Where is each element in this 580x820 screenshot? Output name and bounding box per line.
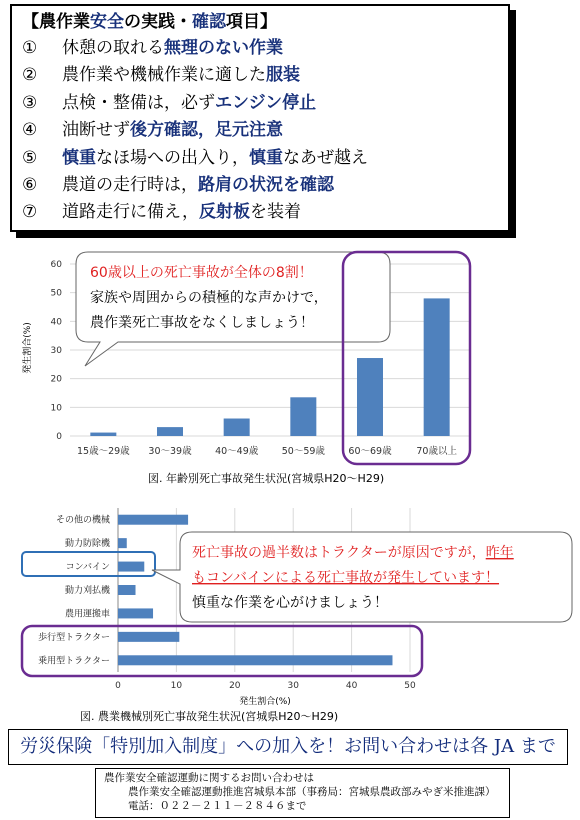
item-emphasis: 服装 (266, 65, 300, 86)
callout-line-2: 家族や周囲からの積極的な声かけで， (90, 290, 328, 306)
item-emphasis-2: 慎重 (249, 147, 283, 168)
title-suffix: 項目】 (226, 12, 277, 32)
checklist-item-5 (22, 145, 498, 172)
checklist-item-1 (22, 35, 498, 62)
x-tick-label: 60～69歳 (348, 446, 392, 457)
y-tick-label: 0 (56, 432, 62, 442)
title-highlight-check: 確認 (192, 12, 226, 32)
x-tick-label: 10 (170, 681, 183, 691)
title-prefix: 【農作業 (22, 12, 90, 32)
item-text: 休憩の取れる (62, 38, 164, 58)
x-tick-labels (77, 445, 457, 457)
callout-line-3: 慎重な作業を心がけましょう！ (192, 595, 388, 611)
contact-line-3: 電話：０２２－２１１－２８４６まで (128, 800, 307, 812)
item-number: ⑤ (22, 147, 38, 168)
y-tick-label: 40 (50, 317, 62, 328)
bar-5 (118, 608, 153, 618)
x-tick-label: 40～49歳 (215, 446, 259, 457)
item-number: ⑥ (22, 174, 38, 195)
item-emphasis: 反射板 (199, 202, 251, 223)
item-number: ② (22, 65, 38, 86)
item-emphasis: 路肩の状況を確認 (198, 174, 334, 195)
bar-2 (118, 538, 127, 548)
item-emphasis: 慎重 (62, 147, 96, 168)
checklist-title (22, 9, 498, 35)
chart-caption: 図. 年齢別死亡事故発生状況(宮城県H20～H29) (148, 472, 385, 485)
checklist-item-4 (22, 117, 498, 144)
x-tick-label: 30 (287, 681, 299, 691)
checklist-item-7 (22, 199, 498, 226)
item-text: 点検・整備は，必ず (62, 92, 215, 113)
item-text: 油断せず (62, 120, 130, 141)
callout-line-3: 農作業死亡事故をなくしましょう！ (90, 315, 314, 331)
category-label: 農用運搬車 (64, 609, 110, 620)
callout-line-1a: 死亡事故の過半数はトラクターが原因ですが， (192, 545, 486, 561)
bar-5 (357, 358, 383, 436)
category-label: 動力刈払機 (64, 586, 110, 596)
bar-4 (290, 397, 316, 436)
x-tick-labels (115, 681, 416, 691)
bar-3 (224, 419, 250, 436)
item-number: ③ (22, 92, 38, 113)
machine-bar-chart (0, 500, 580, 725)
bar-2 (157, 427, 183, 436)
item-number: ⑦ (22, 202, 38, 223)
category-label: 動力防除機 (64, 539, 110, 550)
x-tick-label: 40 (345, 681, 358, 691)
bar-6 (424, 298, 450, 436)
item-text-after: を装着 (250, 202, 302, 223)
item-emphasis: 無理のない作業 (164, 38, 283, 58)
checklist-item-6 (22, 172, 498, 199)
x-tick-label: 20 (229, 681, 241, 691)
contact-line-1: 農作業安全確認運動に関するお問い合わせは (104, 772, 314, 784)
contact-line-2: 農作業安全確認運動推進宮城県本部（事務局：宮城県農政部みやぎ米推進課） (128, 786, 496, 798)
bar-3 (118, 562, 144, 572)
bar-6 (118, 632, 179, 642)
checklist-item-2 (22, 62, 498, 89)
category-label: コンバイン (65, 562, 110, 573)
y-axis-label: 発生割合(%) (23, 322, 33, 374)
x-tick-label: 70歳以上 (416, 446, 457, 457)
item-text: 農道の走行時は， (62, 174, 198, 195)
bar-4 (118, 585, 136, 595)
callout-line-1 (192, 544, 514, 561)
title-highlight-safety: 安全 (90, 12, 124, 32)
y-tick-label: 50 (50, 288, 62, 299)
x-tick-label: 50 (404, 681, 416, 691)
item-number: ④ (22, 120, 38, 141)
y-tick-label: 60 (50, 260, 62, 270)
category-label: その他の機械 (55, 515, 110, 526)
item-emphasis: エンジン停止 (215, 92, 317, 113)
category-label: 歩行型トラクター (38, 632, 110, 643)
safety-checklist (10, 4, 510, 232)
x-tick-label: 15歳～29歳 (76, 446, 130, 457)
machine-callout (152, 532, 572, 622)
item-emphasis: 後方確認，足元注意 (130, 120, 283, 141)
callout-line-2: もコンバインによる死亡事故が発生しています！ (192, 570, 500, 586)
callout-line-1b: 昨年 (485, 545, 514, 561)
category-labels (38, 514, 111, 667)
item-text-2: なあぜ越え (283, 147, 368, 168)
y-tick-label: 10 (50, 403, 62, 414)
y-tick-label: 30 (50, 346, 62, 356)
age-bar-chart (0, 248, 580, 493)
x-tick-label: 50～59歳 (281, 446, 325, 457)
item-number: ① (22, 38, 38, 58)
bar-1 (118, 515, 188, 525)
item-text: 道路走行に備え， (62, 202, 200, 223)
category-label: 乗用型トラクター (38, 656, 110, 667)
chart-caption: 図. 農業機械別死亡事故発生状況(宮城県H20～H29) (80, 710, 339, 723)
bar-7 (118, 655, 392, 665)
item-text: なほ場への出入り， (96, 147, 249, 168)
callout-line-1: 60歳以上の死亡事故が全体の8割！ (90, 265, 313, 281)
bar-1 (90, 433, 116, 436)
x-tick-label: 0 (115, 681, 121, 691)
checklist-item-3 (22, 90, 498, 117)
item-text: 農作業や機械作業に適した (62, 65, 266, 86)
y-tick-labels (51, 260, 63, 442)
y-tick-label: 20 (50, 374, 62, 385)
x-axis-label: 発生割合(%) (239, 697, 291, 707)
insurance-banner: 労災保険「特別加入制度」への加入を！お問い合わせは各 JA まで (8, 729, 568, 765)
title-mid: の実践・ (124, 12, 192, 32)
x-tick-label: 30～39歳 (148, 446, 192, 457)
contact-box (95, 768, 510, 818)
